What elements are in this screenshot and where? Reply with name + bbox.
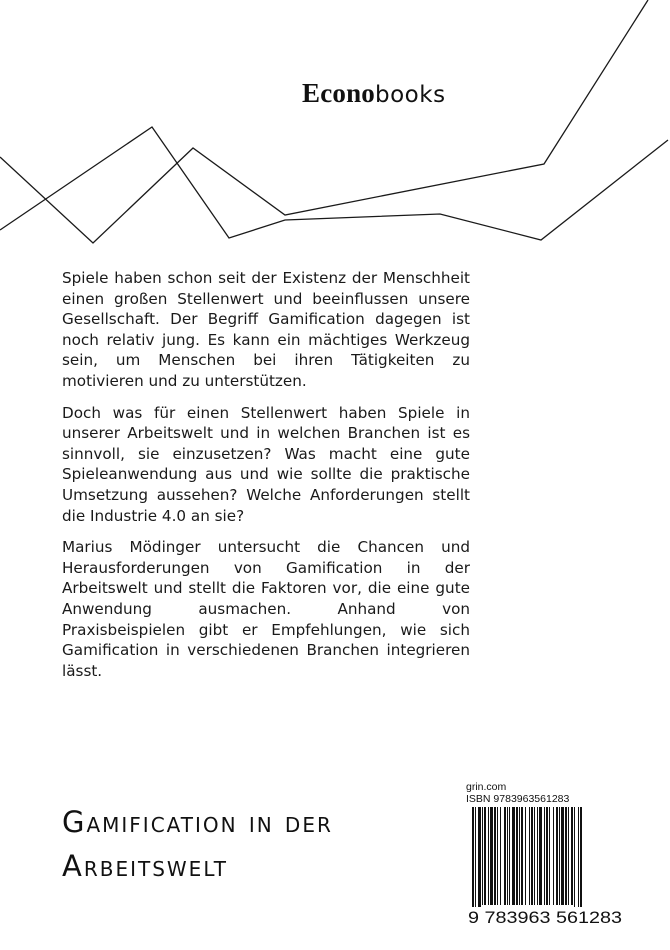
barcode-bar — [512, 807, 515, 905]
publisher-logo-part2: books — [375, 82, 446, 108]
barcode-bar — [559, 807, 560, 905]
barcode-bar — [534, 807, 535, 905]
barcode-bar — [546, 807, 548, 905]
publisher-logo-part1: Econo — [302, 78, 376, 108]
barcode-bar — [521, 807, 523, 905]
barcode-bar — [571, 807, 573, 905]
decorative-line-1 — [0, 0, 648, 243]
barcode-bar — [478, 807, 481, 911]
barcode-bar — [525, 807, 526, 905]
blurb-paragraph-3: Marius Mödinger untersucht die Chancen und Herausforderungen von Gamification in der Arbeitswelt und stellt die Faktoren vor, die eine gute Anwendung ausmachen. Anhand von Praxisbeispielen gibt er Empfehlungen, wie sich Gamification in verschiedenen Branchen integrieren lässt. — [62, 538, 470, 680]
decorative-line-graph — [0, 0, 670, 250]
barcode-bar — [529, 807, 530, 905]
barcode-bar — [488, 807, 489, 905]
barcode-bar — [537, 807, 538, 905]
book-title — [62, 800, 333, 888]
barcode-bar — [497, 807, 498, 905]
book-title-line-1: Gamification in der — [62, 805, 333, 839]
barcode-bar — [494, 807, 496, 905]
barcode-bar — [482, 807, 483, 905]
isbn-barcode — [466, 807, 626, 927]
barcode-bar — [516, 807, 518, 905]
barcode-bar — [568, 807, 569, 905]
barcode-bar — [580, 807, 582, 911]
barcode-bar — [561, 807, 564, 905]
barcode-bar — [578, 807, 579, 911]
blurb-paragraph-2: Doch was für einen Stellenwert haben Spiele in unserer Arbeitswelt und in welchen Branchen ist es sinnvoll, sie einzusetzen? Was macht eine gute Spieleanwendung aus und wie sollte die praktische Umsetzung aussehen? Welche Anforderungen stellt die Industrie 4.0 an sie? — [62, 403, 470, 525]
barcode-bar — [490, 807, 493, 905]
publisher-logo — [302, 78, 446, 109]
barcode-bar — [549, 807, 550, 905]
barcode-bar — [504, 807, 506, 905]
barcode-bar — [509, 807, 510, 905]
barcode-bar — [475, 807, 476, 911]
barcode-bar — [500, 807, 501, 905]
barcode-bar — [472, 807, 474, 911]
back-cover-blurb — [62, 268, 470, 692]
barcode-bar — [519, 807, 520, 905]
barcode-bar — [565, 807, 567, 905]
barcode-bar — [574, 807, 575, 911]
publisher-url: grin.com — [466, 781, 507, 793]
blurb-paragraph-1: Spiele haben schon seit der Existenz der Menschheit einen großen Stellenwert und beeinflussen unsere Gesellschaft. Der Begriff Gamification dagegen ist noch relativ jung. Es kann ein mächtiges Werkzeug sein, um Menschen bei ihren Tätigkeiten zu motivieren und zu unterstützen. — [62, 269, 470, 390]
isbn-label: ISBN 9783963561283 — [466, 793, 570, 805]
barcode-block — [466, 781, 636, 927]
barcode-bar — [553, 807, 554, 905]
barcode-bar — [484, 807, 486, 905]
barcode-bar — [531, 807, 533, 905]
book-title-line-2: Arbeitswelt — [62, 849, 228, 883]
barcode-bar — [556, 807, 558, 905]
barcode-digits: 9 783963 561283 — [468, 908, 622, 927]
barcode-bar — [539, 807, 542, 905]
barcode-bar — [507, 807, 508, 905]
decorative-line-2 — [0, 127, 668, 240]
barcode-bar — [544, 807, 545, 905]
